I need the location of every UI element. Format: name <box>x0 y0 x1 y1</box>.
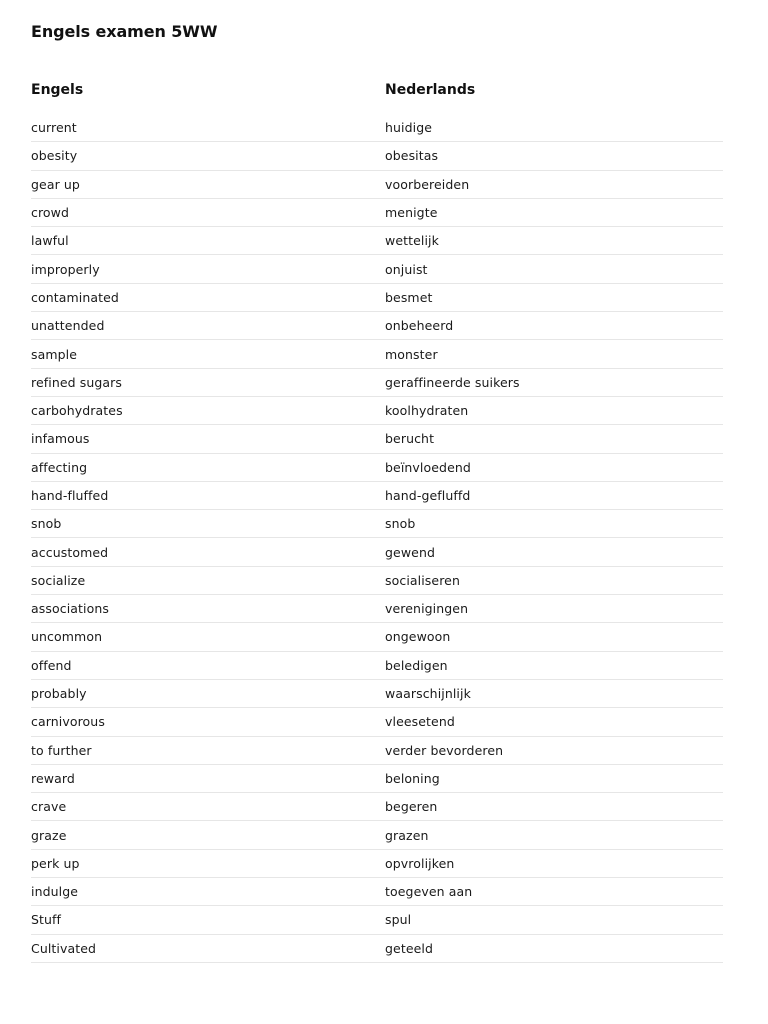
dutch-translation: beloning <box>385 770 440 786</box>
dutch-translation: onbeheerd <box>385 318 454 334</box>
english-term: perk up <box>31 855 80 871</box>
dutch-translation: onjuist <box>385 261 428 277</box>
table-row <box>31 397 723 425</box>
english-term: graze <box>31 827 67 843</box>
dutch-translation: koolhydraten <box>385 403 469 419</box>
table-row <box>31 142 723 170</box>
english-term: Cultivated <box>31 940 97 956</box>
table-row <box>31 623 723 651</box>
english-term: gear up <box>31 176 80 192</box>
english-term: crowd <box>31 205 70 221</box>
english-term: current <box>31 120 77 136</box>
table-row <box>31 567 723 595</box>
english-term: socialize <box>31 572 86 588</box>
dutch-translation: menigte <box>385 205 438 221</box>
english-term: carnivorous <box>31 714 105 730</box>
english-term: reward <box>31 770 75 786</box>
english-term: affecting <box>31 459 88 475</box>
dutch-translation: waarschijnlijk <box>385 686 471 702</box>
page-title: Engels examen 5WW <box>31 22 218 41</box>
dutch-translation: huidige <box>385 120 433 136</box>
english-term: accustomed <box>31 544 109 560</box>
english-term: crave <box>31 799 67 815</box>
table-row <box>31 227 723 255</box>
table-row <box>31 114 723 142</box>
dutch-translation: monster <box>385 346 438 362</box>
dutch-translation: beledigen <box>385 657 448 673</box>
table-row <box>31 793 723 821</box>
vocab-table <box>31 78 723 963</box>
table-row <box>31 878 723 906</box>
table-row <box>31 821 723 849</box>
english-term: indulge <box>31 884 79 900</box>
english-term: Stuff <box>31 912 62 928</box>
dutch-translation: snob <box>385 516 416 532</box>
dutch-translation: beïnvloedend <box>385 459 471 475</box>
english-term: obesity <box>31 148 78 164</box>
english-term: associations <box>31 601 109 617</box>
table-body <box>31 114 723 963</box>
table-header <box>31 78 723 102</box>
english-term: to further <box>31 742 92 758</box>
dutch-translation: verder bevorderen <box>385 742 504 758</box>
table-row <box>31 171 723 199</box>
english-term: infamous <box>31 431 90 447</box>
english-term: snob <box>31 516 62 532</box>
dutch-translation: vleesetend <box>385 714 455 730</box>
dutch-translation: ongewoon <box>385 629 451 645</box>
english-term: offend <box>31 657 72 673</box>
table-row <box>31 538 723 566</box>
dutch-translation: begeren <box>385 799 438 815</box>
dutch-translation: spul <box>385 912 412 928</box>
table-row <box>31 284 723 312</box>
dutch-translation: toegeven aan <box>385 884 473 900</box>
english-term: probably <box>31 686 87 702</box>
english-term: contaminated <box>31 289 119 305</box>
dutch-translation: verenigingen <box>385 601 469 617</box>
table-row <box>31 737 723 765</box>
table-row <box>31 425 723 453</box>
english-term: lawful <box>31 233 69 249</box>
table-row <box>31 312 723 340</box>
english-term: carbohydrates <box>31 403 123 419</box>
table-row <box>31 708 723 736</box>
table-row <box>31 255 723 283</box>
dutch-translation: besmet <box>385 289 433 305</box>
table-row <box>31 482 723 510</box>
table-row <box>31 369 723 397</box>
dutch-translation: geteeld <box>385 940 434 956</box>
table-row <box>31 765 723 793</box>
dutch-translation: berucht <box>385 431 435 447</box>
english-term: uncommon <box>31 629 103 645</box>
dutch-translation: obesitas <box>385 148 439 164</box>
dutch-translation: hand-gefluffd <box>385 488 471 503</box>
column-header-dutch: Nederlands <box>385 82 476 98</box>
table-row <box>31 906 723 934</box>
english-term: refined sugars <box>31 374 123 390</box>
dutch-translation: opvrolijken <box>385 855 455 871</box>
dutch-translation: gewend <box>385 544 435 560</box>
table-row <box>31 340 723 368</box>
english-term: hand-fluffed <box>31 488 109 503</box>
column-header-english: Engels <box>31 82 84 98</box>
table-row <box>31 935 723 963</box>
table-row <box>31 652 723 680</box>
table-row <box>31 454 723 482</box>
dutch-translation: voorbereiden <box>385 176 470 192</box>
english-term: improperly <box>31 261 100 277</box>
dutch-translation: socialiseren <box>385 572 460 588</box>
table-row <box>31 680 723 708</box>
table-row <box>31 510 723 538</box>
table-row <box>31 199 723 227</box>
dutch-translation: wettelijk <box>385 233 439 249</box>
table-row <box>31 850 723 878</box>
english-term: unattended <box>31 318 105 334</box>
english-term: sample <box>31 346 78 362</box>
dutch-translation: geraffineerde suikers <box>385 374 520 390</box>
dutch-translation: grazen <box>385 827 429 843</box>
table-row <box>31 595 723 623</box>
